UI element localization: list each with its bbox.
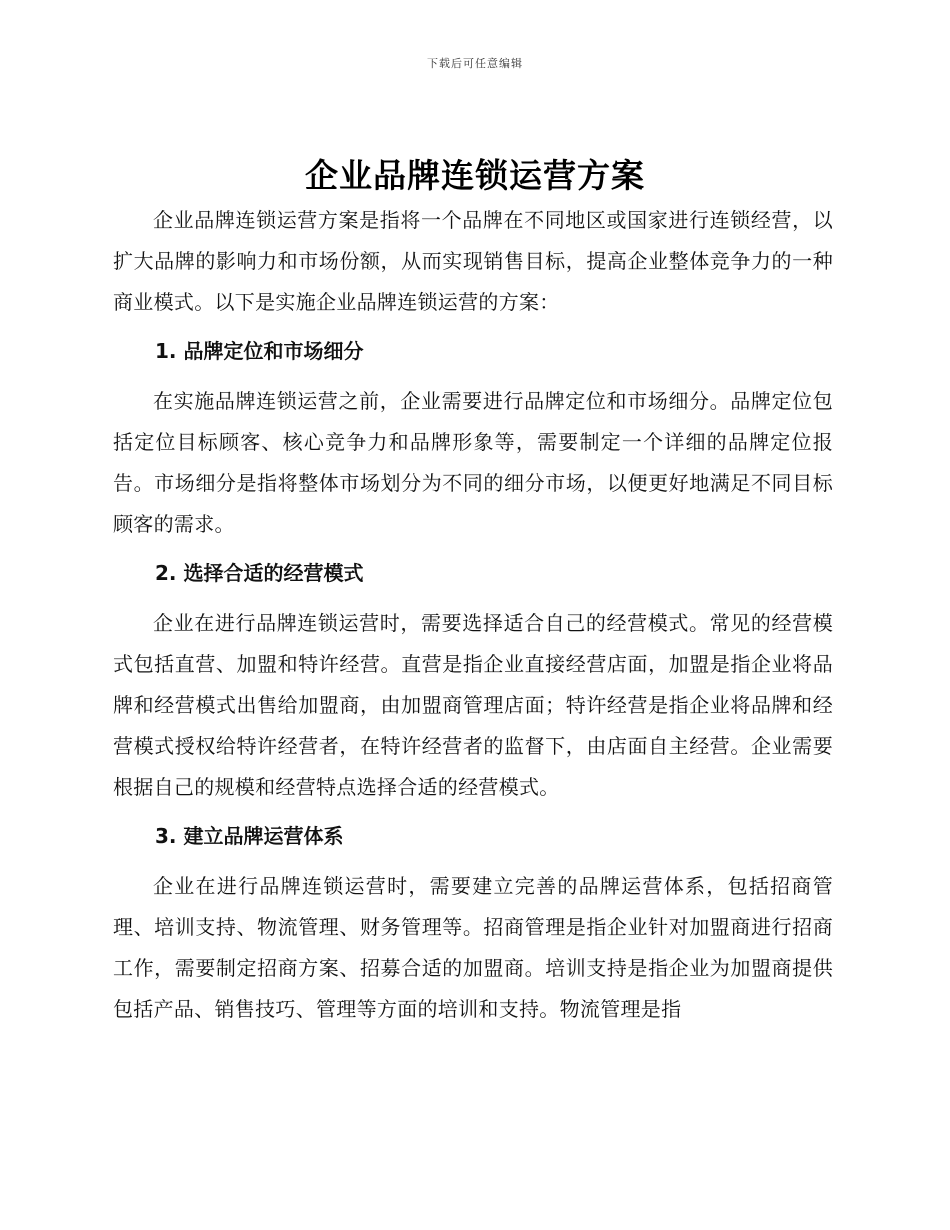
section-paragraph-3: 企业在进行品牌连锁运营时，需要建立完善的品牌运营体系，包括招商管理、培训支持、物流管理、财务管理等。招商管理是指企业针对加盟商进行招商工作，需要制定招商方案、招募合适的加盟商。培训支持是指企业为加盟商提供包括产品、销售技巧、管理等方面的培训和支持。物流管理是指 [113,874,833,1021]
document-body [113,200,833,1030]
section-heading-3: 3. 建立品牌运营体系 [155,824,344,848]
section-paragraph-1: 在实施品牌连锁运营之前，企业需要进行品牌定位和市场细分。品牌定位包括定位目标顾客、核心竞争力和品牌形象等，需要制定一个详细的品牌定位报告。市场细分是指将整体市场划分为不同的细分市场，以便更好地满足不同目标顾客的需求。 [113,389,833,536]
section-heading-1: 1. 品牌定位和市场细分 [155,339,364,363]
section-paragraph-2: 企业在进行品牌连锁运营时，需要选择适合自己的经营模式。常见的经营模式包括直营、加盟和特许经营。直营是指企业直接经营店面，加盟是指企业将品牌和经营模式出售给加盟商，由加盟商管理店面；特许经营是指企业将品牌和经营模式授权给特许经营者，在特许经营者的监督下，由店面自主经营。企业需要根据自己的规模和经营特点选择合适的经营模式。 [113,611,833,799]
document-title: 企业品牌连锁运营方案 [305,156,645,195]
header-note: 下载后可任意编辑 [427,57,523,70]
section-heading-2: 2. 选择合适的经营模式 [155,561,364,585]
intro-paragraph: 企业品牌连锁运营方案是指将一个品牌在不同地区或国家进行连锁经营，以扩大品牌的影响力和市场份额，从而实现销售目标，提高企业整体竞争力的一种商业模式。以下是实施企业品牌连锁运营的方案： [113,208,833,314]
